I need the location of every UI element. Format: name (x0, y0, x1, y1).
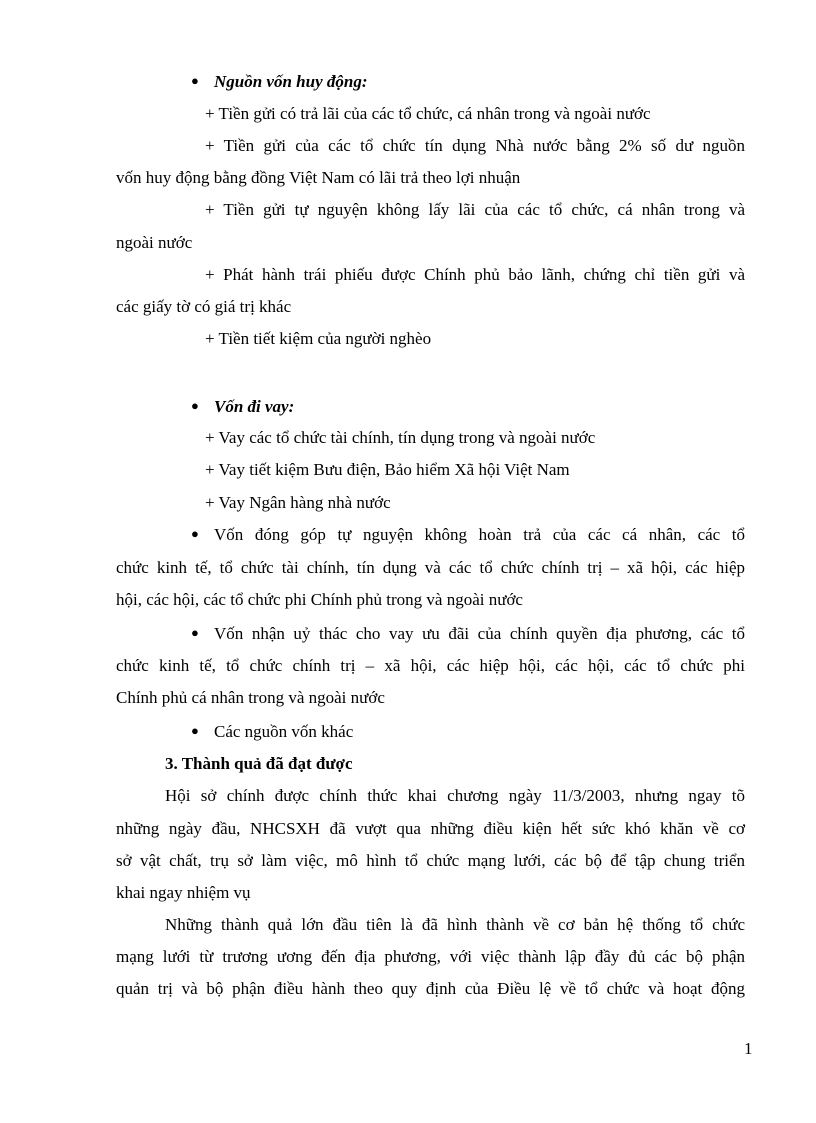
page-number: 1 (744, 1039, 753, 1058)
paragraph-line: quản trị và bộ phận điều hành theo quy định của Điều lệ về tổ chức và hoạt động (116, 979, 745, 998)
paragraph-line: sở vật chất, trụ sở làm việc, mô hình tổ chức mạng lưới, các bộ để tập chung triển (116, 851, 745, 870)
list-item-continued: ngoài nước (116, 233, 193, 252)
list-item: + Tiền gửi của các tổ chức tín dụng Nhà nước bằng 2% số dư nguồn (205, 136, 745, 155)
paragraph-line: mạng lưới từ trương ương đến địa phương, với việc thành lập đầy đủ các bộ phận (116, 947, 745, 966)
section-title-nguon-von-huy-dong: Nguồn vốn huy động: (214, 72, 368, 91)
paragraph-line: Hội sở chính được chính thức khai chương ngày 11/3/2003, nhưng ngay tõ (165, 786, 745, 805)
section-title-von-di-vay: Vốn đi vay: (214, 397, 295, 416)
list-item: + Vay Ngân hàng nhà nước (205, 493, 391, 512)
bullet-paragraph-line: hội, các hội, các tổ chức phi Chính phủ trong và ngoài nước (116, 590, 523, 609)
list-item-continued: các giấy tờ có giá trị khác (116, 297, 292, 316)
paragraph-line: những ngày đầu, NHCSXH đã vượt qua những điều kiện hết sức khó khăn về cơ (116, 819, 745, 838)
section-heading: 3. Thành quả đã đạt được (165, 754, 353, 773)
bullet-paragraph-line: Vốn nhận uỷ thác cho vay ưu đãi của chính quyền địa phương, các tổ (214, 624, 745, 643)
list-item: + Tiền gửi có trả lãi của các tổ chức, cá nhân trong và ngoài nước (205, 104, 651, 123)
paragraph-line: Những thành quả lớn đầu tiên là đã hình thành về cơ bản hệ thống tổ chức (165, 915, 745, 934)
list-item: + Phát hành trái phiếu được Chính phủ bảo lãnh, chứng chỉ tiền gửi và (205, 265, 745, 284)
paragraph-line: khai ngay nhiệm vụ (116, 883, 251, 902)
list-item: + Tiền tiết kiệm của người nghèo (205, 329, 432, 348)
bullet-item: Các nguồn vốn khác (214, 722, 354, 741)
bullet-icon: ● (191, 625, 199, 640)
list-item-continued: vốn huy động bằng đồng Việt Nam có lãi trả theo lợi nhuận (116, 168, 521, 187)
list-item: + Vay các tổ chức tài chính, tín dụng trong và ngoài nước (205, 428, 596, 447)
list-item: + Vay tiết kiệm Bưu điện, Bảo hiểm Xã hội Việt Nam (205, 460, 570, 479)
bullet-icon: ● (191, 723, 199, 738)
bullet-paragraph-line: Vốn đóng góp tự nguyện không hoàn trả của các cá nhân, các tổ (214, 525, 745, 544)
bullet-paragraph-line: chức kinh tế, tổ chức tài chính, tín dụng và các tổ chức chính trị – xã hội, các hiệp (116, 558, 745, 577)
bullet-icon: ● (191, 398, 199, 413)
bullet-icon: ● (191, 73, 199, 88)
bullet-icon: ● (191, 526, 199, 541)
bullet-paragraph-line: Chính phủ cá nhân trong và ngoài nước (116, 688, 385, 707)
list-item: + Tiền gửi tự nguyện không lấy lãi của các tổ chức, cá nhân trong và (205, 200, 745, 219)
bullet-paragraph-line: chức kinh tế, tổ chức chính trị – xã hội, các hiệp hội, các hội, các tổ chức phi (116, 656, 745, 675)
